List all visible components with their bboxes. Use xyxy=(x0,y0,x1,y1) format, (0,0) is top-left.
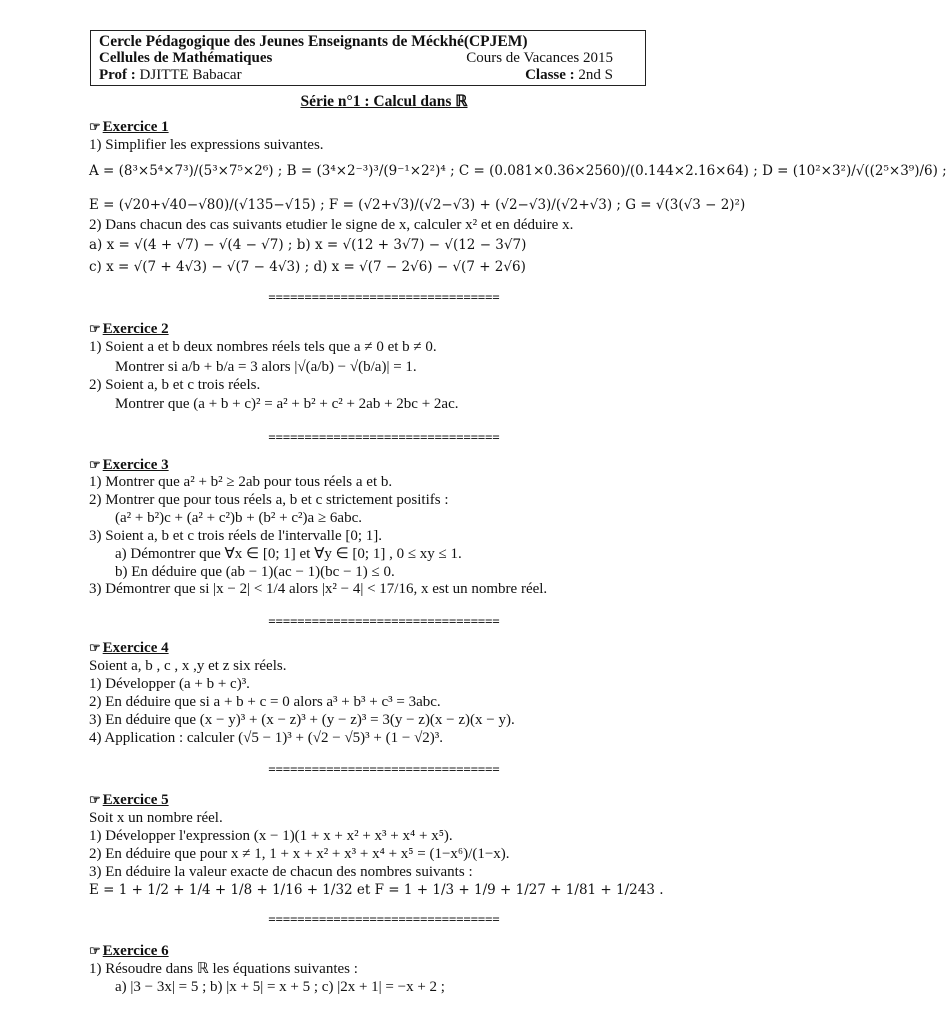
pointing-hand-icon: ☞ xyxy=(89,457,101,472)
prof-info xyxy=(99,67,242,84)
ex6-line-1: 1) Résoudre dans ℝ les équations suivantes : xyxy=(89,961,358,977)
course-name: Cours de Vacances 2015 xyxy=(466,50,613,66)
dept-name: Cellules de Mathématiques xyxy=(99,50,273,66)
separator-2: ================================ xyxy=(268,430,500,444)
page-title xyxy=(0,92,768,111)
exercise-2-title xyxy=(89,320,169,338)
header-row-dept xyxy=(99,50,637,67)
exercise-3-title xyxy=(89,456,169,474)
pointing-hand-icon: ☞ xyxy=(89,792,101,807)
exercise-3-label: Exercice 3 xyxy=(102,457,169,473)
ex1-line-6: c) x = √(7 + 4√3) − √(7 − 4√3) ; d) x = √(7 − 2√6) − √(7 + 2√6) xyxy=(89,259,526,275)
ex3-line-1: 1) Montrer que a² + b² ≥ 2ab pour tous réels a et b. xyxy=(89,474,393,490)
pointing-hand-icon: ☞ xyxy=(89,640,101,655)
exercise-6-label: Exercice 6 xyxy=(102,943,169,959)
ex4-line-1: Soient a, b , c , x ,y et z six réels. xyxy=(89,658,287,674)
exercise-2-label: Exercice 2 xyxy=(102,321,169,337)
separator-1: ================================ xyxy=(268,290,500,304)
ex1-line-4: 2) Dans chacun des cas suivants etudier le signe de x, calculer x² et en déduire x. xyxy=(89,217,574,233)
ex4-line-3: 2) En déduire que si a + b + c = 0 alors a³ + b³ + c³ = 3abc. xyxy=(89,694,441,710)
exercise-4-label: Exercice 4 xyxy=(102,640,169,656)
ex5-line-2: 1) Développer l'expression (x − 1)(1 + x + x² + x³ + x⁴ + x⁵). xyxy=(89,828,453,844)
org-name: Cercle Pédagogique des Jeunes Enseignants de Méckhé(CPJEM) xyxy=(99,33,528,50)
prof-label: Prof : xyxy=(99,67,136,83)
ex1-line-1: 1) Simplifier les expressions suivantes. xyxy=(89,137,324,153)
ex3-line-4: 3) Soient a, b et c trois réels de l'intervalle [0; 1]. xyxy=(89,528,383,544)
ex5-line-5: E = 1 + 1/2 + 1/4 + 1/8 + 1/16 + 1/32 et F = 1 + 1/3 + 1/9 + 1/27 + 1/81 + 1/243 . xyxy=(89,882,664,898)
prof-name: DJITTE Babacar xyxy=(139,67,242,83)
header-box xyxy=(90,30,646,86)
pointing-hand-icon: ☞ xyxy=(89,943,101,958)
ex5-line-4: 3) En déduire la valeur exacte de chacun des nombres suivants : xyxy=(89,864,473,880)
ex3-line-3: (a² + b²)c + (a² + c²)b + (b² + c²)a ≥ 6abc. xyxy=(115,510,362,526)
ex3-line-5: a) Démontrer que ∀x ∈ [0; 1] et ∀y ∈ [0; 1] , 0 ≤ xy ≤ 1. xyxy=(115,546,462,562)
ex3-line-7: 3) Démontrer que si |x − 2| < 1/4 alors |x² − 4| < 17/16, x est un nombre réel. xyxy=(89,581,548,597)
ex3-line-6: b) En déduire que (ab − 1)(ac − 1)(bc − 1) ≤ 0. xyxy=(115,564,395,580)
class-value: 2nd S xyxy=(578,67,613,83)
ex3-line-2: 2) Montrer que pour tous réels a, b et c strictement positifs : xyxy=(89,492,449,508)
ex2-line-1: 1) Soient a et b deux nombres réels tels que a ≠ 0 et b ≠ 0. xyxy=(89,339,437,355)
ex5-line-1: Soit x un nombre réel. xyxy=(89,810,223,826)
separator-3: ================================ xyxy=(268,614,500,628)
ex2-line-4: Montrer que (a + b + c)² = a² + b² + c² + 2ab + 2bc + 2ac. xyxy=(115,396,459,412)
exercise-1-label: Exercice 1 xyxy=(102,119,169,135)
pointing-hand-icon: ☞ xyxy=(89,321,101,336)
exercise-6-title xyxy=(89,942,169,960)
ex2-line-3: 2) Soient a, b et c trois réels. xyxy=(89,377,261,393)
exercise-5-label: Exercice 5 xyxy=(102,792,169,808)
pointing-hand-icon: ☞ xyxy=(89,119,101,134)
ex1-line-3: E = (√20+√40−√80)/(√135−√15) ; F = (√2+√3)/(√2−√3) + (√2−√3)/(√2+√3) ; G = √(3(√3 − 2)²) xyxy=(89,197,746,213)
ex4-line-5: 4) Application : calculer (√5 − 1)³ + (√2 − √5)³ + (1 − √2)³. xyxy=(89,730,444,746)
page-title-text: Série n°1 : Calcul dans ℝ xyxy=(300,93,468,110)
ex4-line-2: 1) Développer (a + b + c)³. xyxy=(89,676,250,692)
exercise-1-title xyxy=(89,118,169,136)
ex2-line-2: Montrer si a/b + b/a = 3 alors |√(a/b) − √(b/a)| = 1. xyxy=(115,359,417,375)
ex1-line-2: A = (8³×5⁴×7³)/(5³×7⁵×2⁶) ; B = (3⁴×2⁻³)³/(9⁻¹×2²)⁴ ; C = (0.081×0.36×2560)/(0.144×2.16×64) ; D = (10²×3²)/√((2⁵×3⁹)/6) ; xyxy=(89,163,947,179)
ex1-line-5: a) x = √(4 + √7) − √(4 − √7) ; b) x = √(12 + 3√7) − √(12 − 3√7) xyxy=(89,237,527,253)
separator-4: ================================ xyxy=(268,762,500,776)
separator-5: ================================ xyxy=(268,912,500,926)
exercise-5-title xyxy=(89,791,169,809)
header-row-prof xyxy=(99,67,637,84)
exercise-4-title xyxy=(89,639,169,657)
ex5-line-3: 2) En déduire que pour x ≠ 1, 1 + x + x² + x³ + x⁴ + x⁵ = (1−x⁶)/(1−x). xyxy=(89,846,510,862)
ex4-line-4: 3) En déduire que (x − y)³ + (x − z)³ + (y − z)³ = 3(y − z)(x − z)(x − y). xyxy=(89,712,515,728)
class-info xyxy=(525,67,613,84)
class-label: Classe : xyxy=(525,67,575,83)
ex6-line-2: a) |3 − 3x| = 5 ; b) |x + 5| = x + 5 ; c) |2x + 1| = −x + 2 ; xyxy=(115,979,445,995)
header-row-org xyxy=(99,33,637,50)
